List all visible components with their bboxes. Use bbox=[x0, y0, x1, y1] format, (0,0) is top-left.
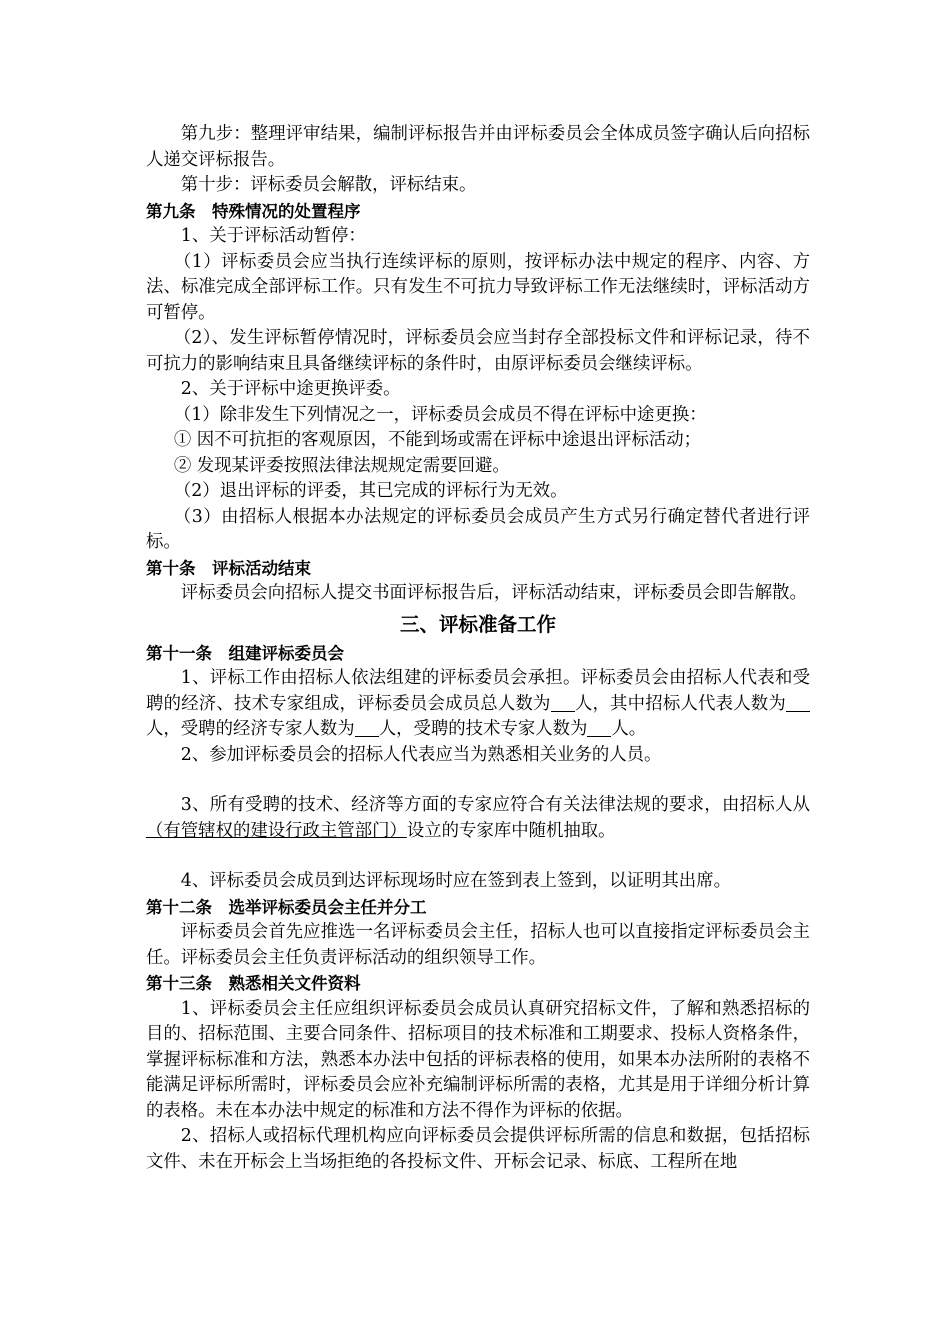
article-11-p2: 2、参加评标委员会的招标人代表应当为熟悉相关业务的人员。 bbox=[180, 744, 662, 765]
article-10-heading: 第十条 评标活动结束 bbox=[146, 558, 311, 578]
article-13-heading: 第十三条 熟悉相关文件资料 bbox=[146, 974, 361, 993]
article-11-p1-e: 人。 bbox=[611, 719, 647, 739]
article-13-p1: 1、评标委员会主任应组织评标委员会成员认真研究招标文件，了解和熟悉招标的目的、招标范围、主要合同条件、招标项目的技术标准和工期要求、投标人资格条件，掌握评标标准和方法，熟悉本办法中包括的评标表格的使用，如果本办法所附的表格不能满足评标所需时，评标委员会应补充编制评标所需的表格，尤其是用于详细分析计算的表格。未在本办法中规定的标准和方法不得作为评标的依据。 bbox=[146, 998, 810, 1121]
article-11-p1 bbox=[146, 666, 810, 743]
article-11-p3-a: 3、所有受聘的技术、经济等方面的专家应符合有关法律法规的要求，由招标人从 bbox=[180, 795, 810, 815]
article-10-p1: 评标委员会向招标人提交书面评标报告后，评标活动结束，评标委员会即告解散。 bbox=[180, 583, 807, 603]
article-9-heading: 第九条 特殊情况的处置程序 bbox=[146, 201, 361, 221]
article-13-p2: 2、招标人或招标代理机构应向评标委员会提供评标所需的信息和数据，包括招标文件、未在开标会上当场拒绝的各投标文件、开标会记录、标底、工程所在地 bbox=[146, 1126, 810, 1172]
spacer bbox=[146, 768, 810, 793]
article-11-p1-c: 人，受聘的经济专家人数为 bbox=[146, 719, 355, 739]
article-9-p8: （2）退出评标的评委，其已完成的评标行为无效。 bbox=[173, 481, 568, 501]
article-9-p6: ① 因不可抗拒的客观原因，不能到场或需在评标中途退出评标活动； bbox=[173, 430, 702, 450]
article-9-p1: 1、关于评标活动暂停： bbox=[180, 226, 366, 246]
article-12-p1: 评标委员会首先应推选一名评标委员会主任，招标人也可以直接指定评标委员会主任。评标委员会主任负责评标活动的组织领导工作。 bbox=[146, 922, 810, 968]
blank-owner-rep bbox=[786, 693, 810, 711]
article-9-p9: （3）由招标人根据本办法规定的评标委员会成员产生方式另行确定替代者进行评标。 bbox=[146, 506, 810, 552]
document-page bbox=[146, 122, 810, 1175]
article-11-p1-b: 人，其中招标人代表人数为 bbox=[574, 693, 786, 714]
article-12-heading: 第十二条 选举评标委员会主任并分工 bbox=[146, 897, 427, 917]
article-11-p4: 4、评标委员会成员到达评标现场时应在签到表上签到，以证明其出席。 bbox=[180, 871, 731, 891]
article-11-p3-b: 设立的专家库中随机抽取。 bbox=[406, 820, 616, 841]
section-3-title: 三、评标准备工作 bbox=[399, 612, 556, 636]
article-11-p3 bbox=[146, 793, 810, 844]
article-11-p1-a: 1、评标工作由招标人依法组建的评标委员会承担。评标委员会由招标人代表和受聘的经济、技术专家组成，评标委员会成员总人数为 bbox=[146, 668, 810, 714]
blank-total bbox=[551, 693, 575, 711]
article-9-p7: ② 发现某评委按照法律法规规定需要回避。 bbox=[173, 455, 510, 476]
spacer bbox=[146, 844, 810, 869]
step-9-text: 第九步：整理评审结果，编制评标报告并由评标委员会全体成员签字确认后向招标人递交评标报告。 bbox=[146, 124, 810, 170]
article-9-p5: （1）除非发生下列情况之一，评标委员会成员不得在评标中途更换： bbox=[173, 404, 707, 425]
blank-economic-experts bbox=[355, 719, 379, 737]
step-10-text: 第十步：评标委员会解散，评标结束。 bbox=[180, 175, 477, 195]
article-9-p4: 2、关于评标中途更换评委。 bbox=[180, 379, 401, 399]
blank-technical-experts bbox=[587, 719, 611, 737]
authority-underlined: （有管辖权的建设行政主管部门） bbox=[146, 820, 407, 841]
article-11-heading: 第十一条 组建评标委员会 bbox=[146, 643, 344, 663]
article-11-p1-d: 人，受聘的技术专家人数为 bbox=[378, 719, 588, 739]
article-9-p2: （1）评标委员会应当执行连续评标的原则，按评标办法中规定的程序、内容、方法、标准完成全部评标工作。只有发生不可抗力导致评标工作无法继续时，评标活动方可暂停。 bbox=[146, 251, 810, 323]
article-9-p3: （2）、发生评标暂停情况时，评标委员会应当封存全部投标文件和评标记录，待不可抗力的影响结束且具备继续评标的条件时，由原评标委员会继续评标。 bbox=[146, 328, 810, 374]
